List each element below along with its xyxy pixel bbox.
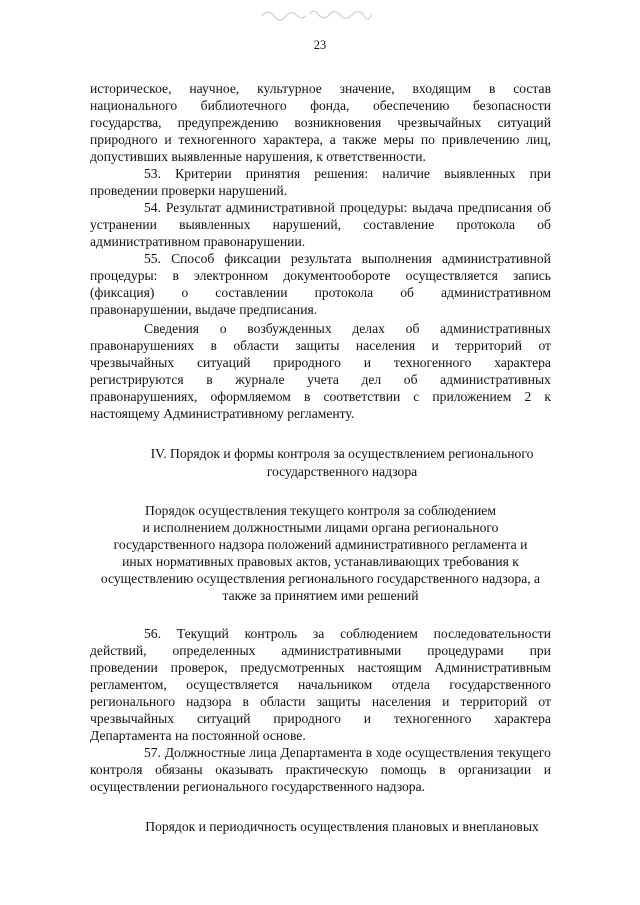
word: также bbox=[342, 132, 377, 147]
word: в bbox=[488, 81, 496, 96]
text-line: государственного надзора положений административного регламента и bbox=[113, 537, 528, 552]
text-line bbox=[90, 390, 551, 404]
word: Критерии bbox=[175, 166, 232, 181]
word: протокола bbox=[456, 217, 516, 232]
word: природного bbox=[273, 711, 341, 726]
word: 57. bbox=[144, 745, 161, 760]
text-line bbox=[144, 201, 551, 215]
word: об bbox=[400, 285, 414, 300]
word: решения: bbox=[314, 166, 369, 181]
word: и bbox=[164, 132, 172, 147]
word: возникновения bbox=[294, 115, 382, 130]
word: выдача bbox=[412, 200, 453, 215]
word: приложением bbox=[432, 389, 512, 404]
word: предусмотренных bbox=[240, 660, 345, 675]
text-line bbox=[144, 627, 551, 641]
word: обязаны bbox=[155, 762, 203, 777]
word: дел bbox=[361, 372, 382, 387]
word: 55. bbox=[144, 251, 161, 266]
word: контроль bbox=[244, 626, 298, 641]
word: природного bbox=[273, 355, 341, 370]
word: составлении bbox=[215, 285, 288, 300]
word: осуществляется bbox=[405, 268, 498, 283]
text-line: Порядок и периодичность осуществления плановых и внеплановых bbox=[145, 819, 539, 834]
word: об bbox=[403, 372, 418, 387]
word: административных bbox=[440, 321, 551, 336]
word: запись bbox=[512, 268, 551, 283]
word: Административным bbox=[434, 660, 551, 675]
text-line: административном правонарушении. bbox=[90, 234, 306, 249]
word: предписания bbox=[457, 200, 533, 215]
word: Сведения bbox=[144, 321, 200, 336]
word: соблюдением bbox=[340, 626, 418, 641]
text-line bbox=[144, 252, 551, 266]
word: Текущий bbox=[176, 626, 229, 641]
word: чрезвычайных bbox=[90, 711, 175, 726]
text-line bbox=[144, 167, 551, 181]
word: при bbox=[529, 643, 551, 658]
word: контроля bbox=[90, 762, 143, 777]
word: государственного bbox=[449, 677, 551, 692]
text-line bbox=[90, 116, 551, 130]
text-line: IV. Порядок и формы контроля за осуществлением регионального bbox=[150, 446, 534, 461]
text-line: настоящему Административному регламенту. bbox=[90, 406, 355, 421]
word: протокола bbox=[314, 285, 374, 300]
word: выполнения bbox=[361, 251, 432, 266]
word: проверок, bbox=[170, 660, 228, 675]
word: о bbox=[219, 321, 227, 336]
word: техногенного bbox=[393, 355, 472, 370]
word: чрезвычайных bbox=[397, 115, 482, 130]
word: выявленных bbox=[444, 166, 516, 181]
word: регионального bbox=[90, 694, 175, 709]
text-line bbox=[90, 82, 551, 96]
text-line bbox=[144, 322, 551, 336]
word: документообороте bbox=[283, 268, 391, 283]
word: Должностные bbox=[164, 745, 246, 760]
word: ходе bbox=[375, 745, 402, 760]
text-line bbox=[90, 218, 551, 232]
word: входящим bbox=[412, 81, 472, 96]
word: населения bbox=[371, 694, 432, 709]
word: безопасности bbox=[472, 98, 551, 113]
word: делах bbox=[352, 321, 385, 336]
word: области bbox=[260, 694, 306, 709]
text-line bbox=[90, 712, 551, 726]
word: процедуры: bbox=[90, 268, 158, 283]
word: регистрируются bbox=[90, 372, 184, 387]
word: определенных bbox=[172, 643, 256, 658]
word: техногенного bbox=[178, 132, 256, 147]
word: принятия bbox=[245, 166, 301, 181]
text-line: Порядок осуществления текущего контроля за соблюдением bbox=[145, 503, 496, 518]
word: практическую bbox=[285, 762, 368, 777]
word: 53. bbox=[144, 166, 161, 181]
word: характера bbox=[494, 711, 551, 726]
word: области bbox=[233, 338, 279, 353]
word: журнале bbox=[235, 372, 285, 387]
word: оформляемом bbox=[210, 389, 291, 404]
page-number: 23 bbox=[313, 38, 327, 52]
word: надзора bbox=[186, 694, 232, 709]
word: предупреждению bbox=[177, 115, 279, 130]
text-line bbox=[90, 356, 551, 370]
word: устранении bbox=[90, 217, 157, 232]
word: лица bbox=[249, 745, 277, 760]
word: 2 bbox=[524, 389, 532, 404]
word: в bbox=[439, 762, 446, 777]
word: об bbox=[537, 200, 551, 215]
word: административном bbox=[440, 285, 551, 300]
word: административными bbox=[281, 643, 402, 658]
text-line bbox=[90, 99, 551, 113]
text-line: проведении проверки нарушений. bbox=[90, 183, 287, 198]
word: за bbox=[312, 626, 325, 641]
word: лиц, bbox=[526, 132, 551, 147]
word: в bbox=[172, 268, 179, 283]
word: и bbox=[363, 711, 372, 726]
text-line: осуществлении регионального государственного надзора. bbox=[90, 779, 426, 794]
word: (фиксация) bbox=[90, 285, 155, 300]
text-line bbox=[144, 746, 551, 760]
word: территорий bbox=[460, 694, 528, 709]
word: историческое, bbox=[90, 81, 172, 96]
word: ситуаций bbox=[196, 355, 251, 370]
word: об bbox=[405, 321, 420, 336]
text-line: государственного надзора bbox=[266, 464, 418, 479]
word: проведении bbox=[90, 660, 158, 675]
text-line: иных нормативных правовых актов, устанавливающих требования к bbox=[122, 554, 519, 569]
word: возбужденных bbox=[247, 321, 332, 336]
word: от bbox=[538, 694, 551, 709]
word: ситуаций bbox=[196, 711, 251, 726]
word: техногенного bbox=[393, 711, 472, 726]
word: государства, bbox=[90, 115, 162, 130]
word: культурное bbox=[257, 81, 322, 96]
text-line: осуществлению осуществления регионального государственного надзора, а bbox=[100, 571, 541, 586]
text-line: Департамента на постоянной основе. bbox=[90, 728, 306, 743]
word: административной bbox=[225, 200, 335, 215]
word: помощь bbox=[380, 762, 427, 777]
word: учета bbox=[307, 372, 339, 387]
text-line bbox=[90, 373, 551, 387]
word: выявленных bbox=[179, 217, 251, 232]
word: и bbox=[543, 762, 551, 777]
word: составление bbox=[363, 217, 435, 232]
word: соответствии bbox=[323, 389, 401, 404]
word: нарушений, bbox=[272, 217, 342, 232]
word: населения bbox=[355, 338, 416, 353]
word: фиксации bbox=[224, 251, 281, 266]
word: состав bbox=[513, 81, 551, 96]
word: регламентом, bbox=[90, 677, 167, 692]
word: административной bbox=[441, 251, 551, 266]
text-line bbox=[90, 339, 551, 353]
word: защиты bbox=[316, 694, 361, 709]
word: отдела bbox=[391, 677, 430, 692]
text-line bbox=[90, 695, 551, 709]
word: действий, bbox=[90, 643, 147, 658]
word: защиты bbox=[295, 338, 340, 353]
word: процедурами bbox=[427, 643, 504, 658]
word: в bbox=[242, 694, 249, 709]
text-line bbox=[90, 661, 551, 675]
word: национального bbox=[90, 98, 178, 113]
word: Департамента bbox=[280, 745, 362, 760]
text-line bbox=[90, 644, 551, 658]
word: наличие bbox=[382, 166, 430, 181]
word: настоящим bbox=[357, 660, 422, 675]
word: обеспечению bbox=[372, 98, 450, 113]
word: привлечению bbox=[441, 132, 520, 147]
text-line: также за принятием ими решений bbox=[222, 588, 419, 603]
word: организации bbox=[458, 762, 532, 777]
word: правонарушениях bbox=[90, 338, 195, 353]
text-line bbox=[90, 286, 551, 300]
word: меры bbox=[383, 132, 415, 147]
word: библиотечного bbox=[200, 98, 287, 113]
word: к bbox=[544, 389, 551, 404]
word: Способ bbox=[171, 251, 215, 266]
word: научное, bbox=[189, 81, 240, 96]
word: ситуаций bbox=[497, 115, 551, 130]
word: начальником bbox=[297, 677, 373, 692]
text-line bbox=[90, 763, 551, 777]
word: характера bbox=[494, 355, 551, 370]
word: электронном bbox=[194, 268, 269, 283]
word: в bbox=[210, 338, 217, 353]
word: об bbox=[537, 217, 551, 232]
word: правонарушениях, bbox=[90, 389, 198, 404]
word: природного bbox=[90, 132, 158, 147]
word: а bbox=[329, 132, 336, 147]
word: территорий bbox=[455, 338, 522, 353]
word: результата bbox=[290, 251, 352, 266]
word: при bbox=[529, 166, 551, 181]
word: характера, bbox=[262, 132, 323, 147]
word: с bbox=[413, 389, 420, 404]
word: оказывать bbox=[215, 762, 274, 777]
text-line bbox=[90, 269, 551, 283]
text-line: и исполнением должностными лицами органа регионального bbox=[142, 520, 499, 535]
word: Результат bbox=[165, 200, 221, 215]
word: и bbox=[431, 338, 439, 353]
word: осуществляется bbox=[186, 677, 279, 692]
word: значение, bbox=[339, 81, 395, 96]
text-line: правонарушении, выдаче предписания. bbox=[90, 302, 318, 317]
word: в bbox=[303, 389, 311, 404]
word: осуществления bbox=[405, 745, 494, 760]
word: в bbox=[206, 372, 213, 387]
word: о bbox=[181, 285, 189, 300]
word: фонда, bbox=[310, 98, 350, 113]
word: и bbox=[442, 694, 450, 709]
word: по bbox=[420, 132, 435, 147]
word: последовательности bbox=[433, 626, 551, 641]
word: процедуры: bbox=[339, 200, 408, 215]
text-line bbox=[90, 678, 551, 692]
word: чрезвычайных bbox=[90, 355, 175, 370]
word: административных bbox=[440, 372, 551, 387]
text-line: допустивших выявленные нарушения, к ответственности. bbox=[90, 149, 426, 164]
word: текущего bbox=[497, 745, 551, 760]
text-line bbox=[90, 133, 551, 147]
word: в bbox=[365, 745, 373, 760]
word: 54. bbox=[144, 200, 161, 215]
word: и bbox=[363, 355, 372, 370]
word: от bbox=[538, 338, 551, 353]
word: 56. bbox=[144, 626, 161, 641]
